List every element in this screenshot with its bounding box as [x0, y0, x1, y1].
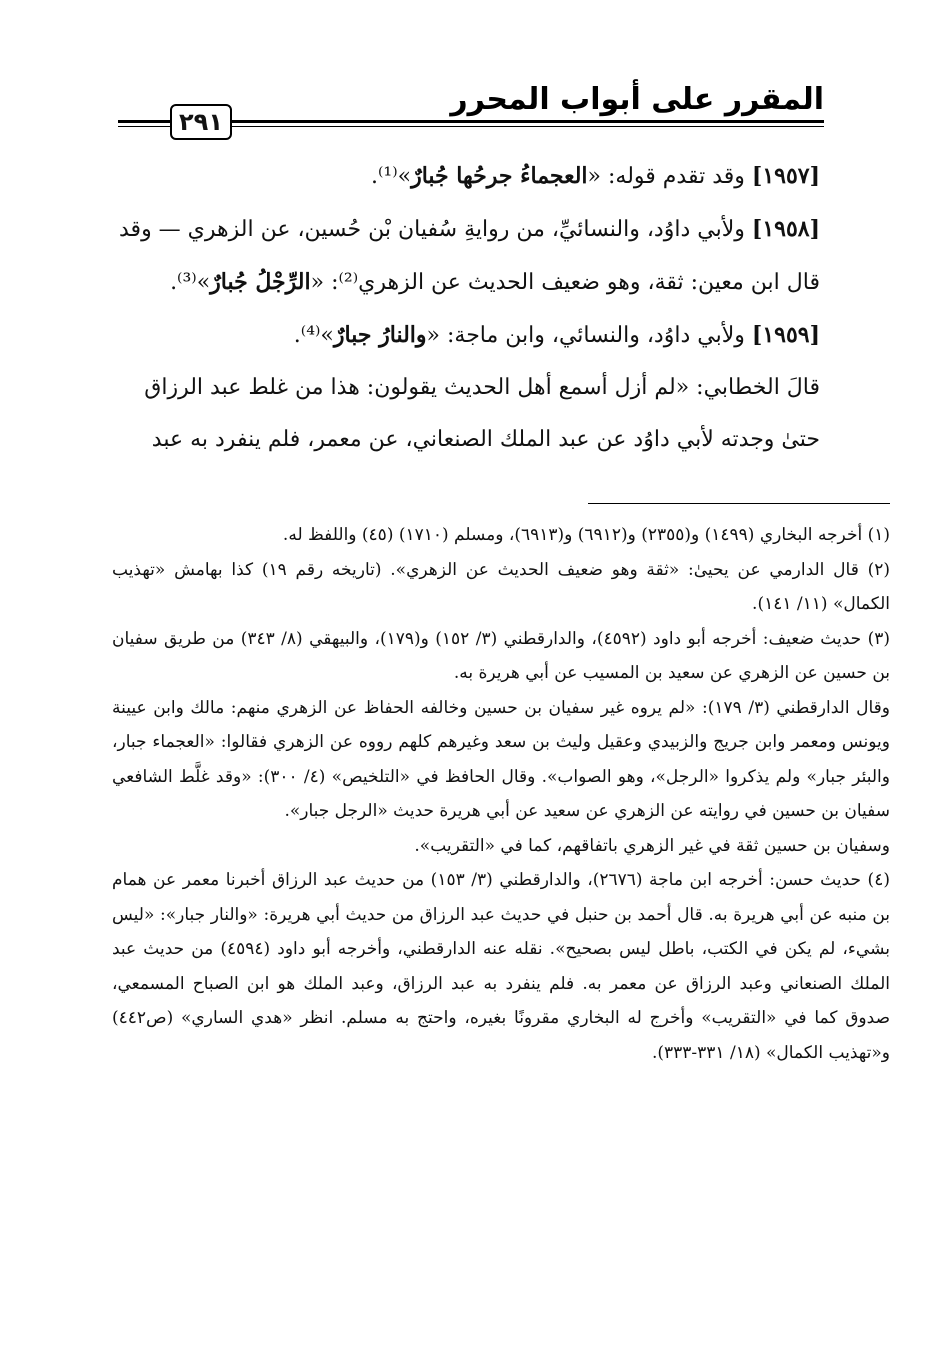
hadith-number: [١٩٥٨]	[751, 216, 820, 242]
paragraph-text: وقد تقدم قوله: «	[587, 164, 752, 189]
running-title: المقرر على أبواب المحرر	[450, 82, 824, 117]
hadith-quote: والنارُ جبارٌ	[333, 322, 427, 348]
paragraph-1958	[112, 203, 820, 309]
header-rule	[232, 120, 824, 123]
header-rule-left	[118, 120, 170, 123]
footnote-1: (١) أخرجه البخاري (١٤٩٩) و(٢٣٥٥) و(٦٩١٢) و(٦٩١٣)، ومسلم (١٧١٠) (٤٥) واللفظ له.	[282, 525, 890, 545]
paragraph-1957	[112, 150, 820, 203]
paragraph-text: ولأبي داوُد، والنسائي، وابن ماجة: «	[426, 323, 752, 348]
hadith-quote: العجماءُ جرحُها جُبارٌ	[411, 163, 588, 189]
footnote-divider	[588, 503, 890, 504]
header-rule-thin	[232, 126, 824, 127]
paragraph-1959	[112, 309, 820, 362]
footnote-3-continued: وقال الدارقطني (٣/ ١٧٩): «لم يروه غير سفيان بن حسين وخالفه الحفاظ عن الزهري منهم: مالك وابن عيينة ويونس ومعمر وابن جريج والزبيدي وعقيل وليث بن سعد وغيرهم كلهم رووه عن الزهري فقالوا: «العجماء جبار، والبئر جبار» ولم يذكروا «الرجل»، وهو الصواب». وقال الحافظ في «التلخيص» (٤/ ٣٠٠): «وقد غلَّط الشافعي سفيان بن حسين في روايته عن الزهري عن سعيد عن أبي هريرة حديث «الرجل جبار».	[112, 697, 891, 821]
footnote-2: (٢) قال الدارمي عن يحيىٰ: «ثقة وهو ضعيف الحديث عن الزهري». (تاريخه رقم ١٩) كذا بهامش «تهذيب الكمال» (١١/ ١٤١).	[112, 559, 890, 614]
footnote-3: (٣) حديث ضعيف: أخرجه أبو داود (٤٥٩٢)، والدارقطني (٣/ ١٥٢) و(١٧٩)، والبيهقي (٨/ ٣٤٣) من طريق سفيان بن حسين عن الزهري عن سعيد بن المسيب عن أبي هريرة به.	[112, 628, 890, 683]
paragraph-end: »⁽¹⁾.	[370, 164, 412, 189]
hadith-number: [١٩٥٩]	[751, 322, 820, 348]
paragraph-end: »⁽⁴⁾.	[293, 323, 334, 348]
footnotes	[112, 518, 890, 1070]
paragraph-end: »⁽³⁾.	[170, 270, 211, 295]
hadith-number: [١٩٥٧]	[751, 163, 820, 189]
header-rule-left-thin	[118, 126, 170, 127]
paragraph-text: ولأبي داوُد، والنسائيِّ، من روايةِ سُفيان بْن حُسين، عن الزهري — وقد قال ابن معين: ثقة، وهو ضعيف الحديث عن الزهري⁽²⁾: «	[119, 217, 820, 295]
main-text	[112, 150, 820, 466]
footnote-4: (٤) حديث حسن: أخرجه ابن ماجة (٢٦٧٦)، والدارقطني (٣/ ١٥٣) من حديث عبد الرزاق أخبرنا معمر عن همام بن منبه عن أبي هريرة به. قال أحمد بن حنبل في حديث عبد الرزاق من حديث أبي هريرة: «والنار جبار»: «ليس بشيء، لم يكن في الكتب، باطل ليس بصحيح». نقله عنه الدارقطني، وأخرجه أبو داود (٤٥٩٤) من حديث عبد الملك الصنعاني وعبد الرزاق عن معمر به. فلم ينفرد به عبد الرزاق، وعبد الملك هو ابن الصباح المسمعي، صدوق كما في «التقريب» وأخرج له البخاري مقرونًا بغيره، واحتج به مسلم. انظر «هدي الساري» (ص٤٤٢) و«تهذيب الكمال» (١٨/ ٣٣١-٣٣٣).	[112, 870, 890, 1063]
page-number: ٢٩١	[170, 104, 232, 140]
hadith-quote: الرِّجْلُ جُبارٌ	[210, 269, 311, 295]
paragraph-khattabi: قالَ الخطابي: «لم أزل أسمع أهل الحديث يقولون: هذا من غلط عبد الرزاق حتىٰ وجدته لأبي داوُد عن عبد الملك الصنعاني، عن معمر، فلم ينفرد به عبد	[144, 375, 820, 452]
footnote-3-note: وسفيان بن حسين ثقة في غير الزهري باتفاقهم، كما في «التقريب».	[414, 835, 890, 856]
